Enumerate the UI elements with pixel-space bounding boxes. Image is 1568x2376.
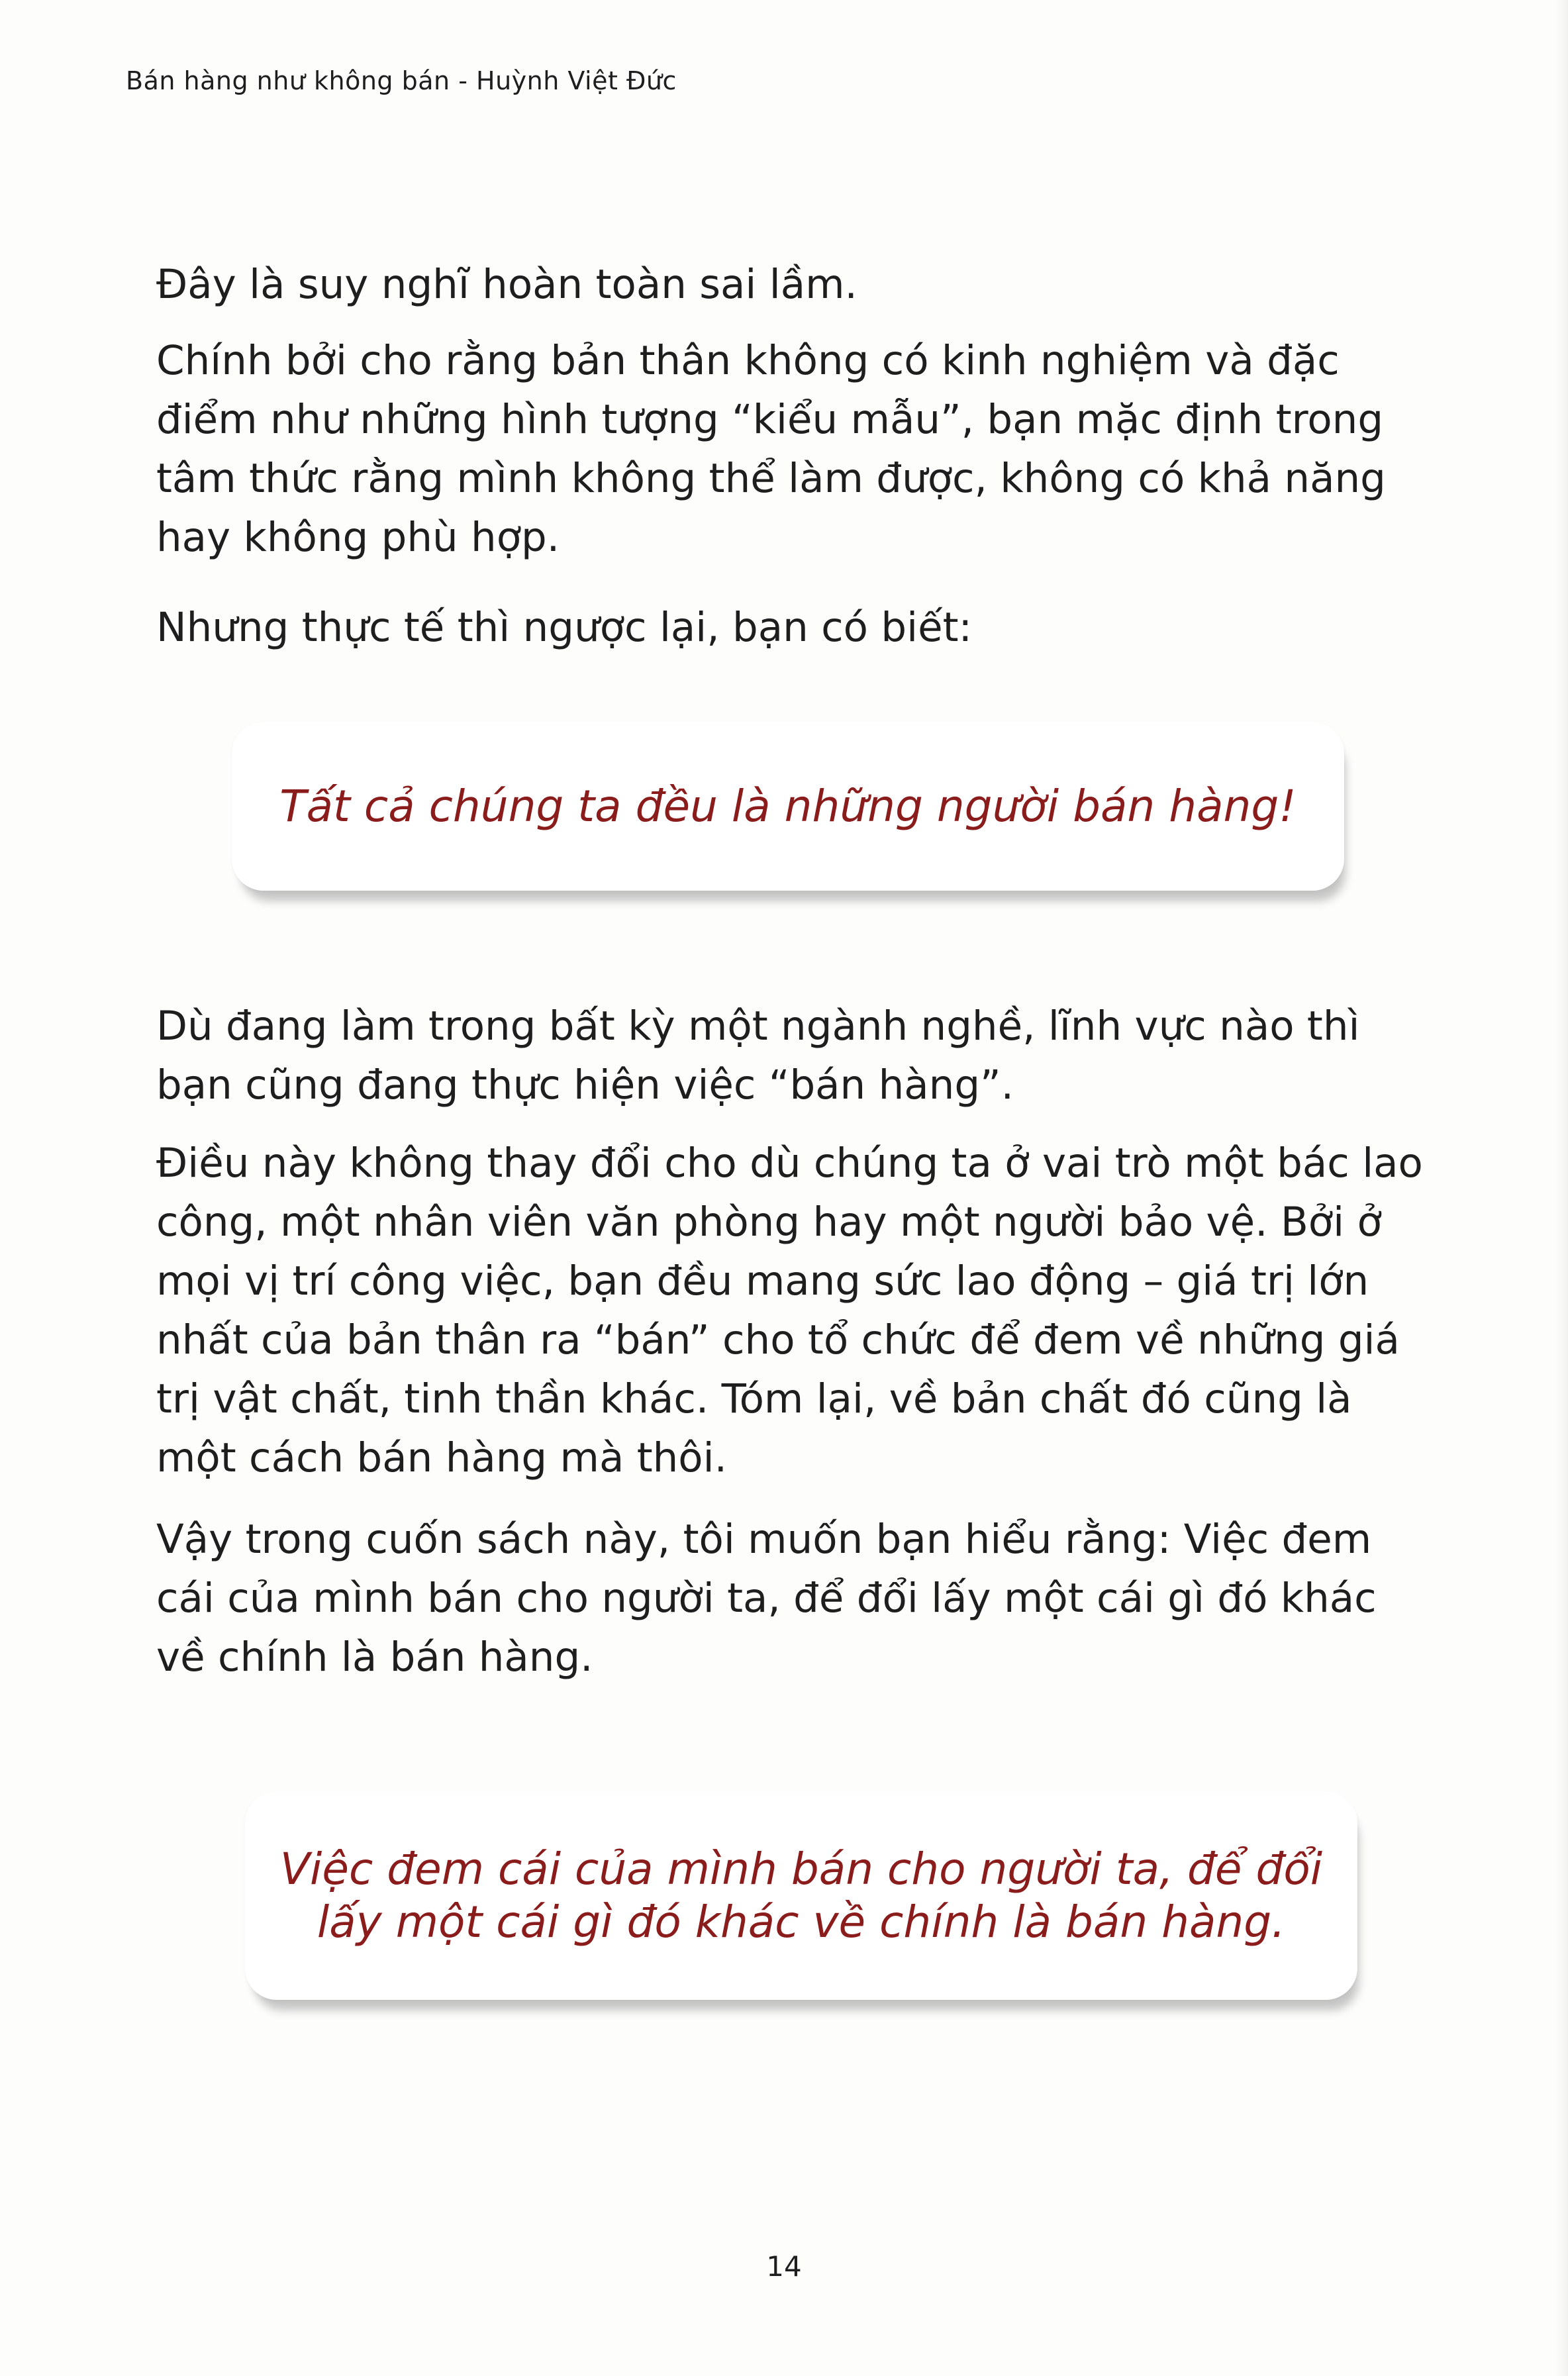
- paragraph-3: Nhưng thực tế thì ngược lại, bạn có biết:: [156, 604, 973, 651]
- paragraph-6: Vậy trong cuốn sách này, tôi muốn bạn hiểu rằng: Việc đem cái của mình bán cho người ta, để đổi lấy một cái gì đó khác về chính là bán hàng.: [156, 1516, 1377, 1681]
- paragraph-5: Điều này không thay đổi cho dù chúng ta ở vai trò một bác lao công, một nhân viên văn phòng hay một người bảo vệ. Bởi ở mọi vị trí công việc, bạn đều mang sức lao động – giá trị lớn nhất của bản thân ra “bán” cho tổ chức để đem về những giá trị vật chất, tinh thần khác. Tóm lại, về bản chất đó cũng là một cách bán hàng mà thôi.: [156, 1140, 1423, 1481]
- callout-box-1: [232, 722, 1344, 891]
- page-edge-shadow: [1556, 0, 1568, 2376]
- paragraph-4: Dù đang làm trong bất kỳ một ngành nghề, lĩnh vực nào thì bạn cũng đang thực hiện việc “bán hàng”.: [156, 1003, 1360, 1109]
- callout-text-2: Việc đem cái của mình bán cho người ta, để đổi lấy một cái gì đó khác về chính là bán hàng.: [279, 1843, 1323, 1948]
- paragraph-1: Đây là suy nghĩ hoàn toàn sai lầm.: [156, 261, 858, 308]
- callout-box-2: [245, 1791, 1357, 2000]
- callout-text-1: Tất cả chúng ta đều là những người bán hàng!: [279, 780, 1297, 832]
- page-number: 14: [766, 2250, 802, 2283]
- paragraph-2: Chính bởi cho rằng bản thân không có kinh nghiệm và đặc điểm như những hình tượng “kiểu mẫu”, bạn mặc định trong tâm thức rằng mình không thể làm được, không có khả năng hay không phù hợp.: [156, 337, 1386, 561]
- running-header: Bán hàng như không bán - Huỳnh Việt Đức: [126, 66, 677, 95]
